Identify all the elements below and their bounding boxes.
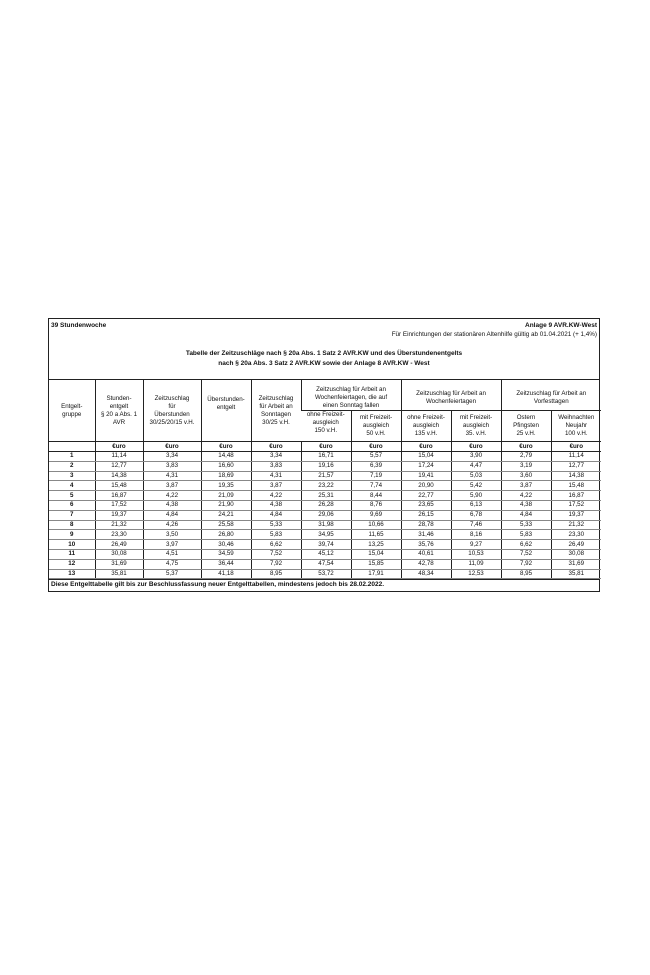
value-cell: 21,32 — [95, 520, 143, 530]
value-cell: 35,76 — [401, 540, 451, 550]
document-header — [49, 319, 599, 380]
value-cell: 6,13 — [451, 500, 501, 510]
working-week-label: 39 Stundenwoche — [51, 322, 107, 329]
value-cell: 36,44 — [201, 559, 251, 569]
value-cell: 4,51 — [143, 549, 201, 559]
value-cell: 26,28 — [301, 500, 351, 510]
table-row — [49, 569, 601, 579]
table-row — [49, 491, 601, 501]
value-cell: 3,83 — [143, 461, 201, 471]
value-cell: 3,34 — [143, 452, 201, 462]
table-row — [49, 510, 601, 520]
value-cell: 12,53 — [451, 569, 501, 579]
value-cell: 6,62 — [501, 540, 551, 550]
value-cell: 8,44 — [351, 491, 401, 501]
value-cell: 4,38 — [251, 500, 301, 510]
unit-cell-empty — [49, 442, 95, 452]
value-cell: 16,60 — [201, 461, 251, 471]
col-header-holiday-sunday-group: Zeitzuschlag für Arbeit an Wochenfeiertagen, die auf einen Sonntag fallen — [301, 380, 401, 411]
value-cell: 4,26 — [143, 520, 201, 530]
value-cell: 28,78 — [401, 520, 451, 530]
col-header-holiday-sunday-a: ohne Freizeit- ausgleich 150 v.H. — [306, 411, 345, 434]
value-cell: 39,74 — [301, 540, 351, 550]
value-cell: 5,57 — [351, 452, 401, 462]
pay-group-cell: 12 — [49, 559, 95, 569]
value-cell: 25,31 — [301, 491, 351, 501]
value-cell: 14,38 — [95, 471, 143, 481]
value-cell: 5,90 — [451, 491, 501, 501]
col-header-hourly: Stunden- entgelt § 20 a Abs. 1 AVR — [95, 380, 143, 442]
table-row — [49, 540, 601, 550]
unit-cell: €uro — [401, 442, 451, 452]
value-cell: 16,87 — [95, 491, 143, 501]
table-row — [49, 559, 601, 569]
value-cell: 17,52 — [95, 500, 143, 510]
value-cell: 5,42 — [451, 481, 501, 491]
col-header-eve-b: Weihnachten Neujahr 100 v.H. — [551, 411, 601, 442]
pay-group-cell: 7 — [49, 510, 95, 520]
unit-cell: €uro — [301, 442, 351, 452]
value-cell: 25,58 — [201, 520, 251, 530]
value-cell: 21,09 — [201, 491, 251, 501]
unit-row-body — [49, 442, 601, 452]
table-title — [49, 349, 599, 369]
value-cell: 3,87 — [501, 481, 551, 491]
value-cell: 30,08 — [551, 549, 601, 559]
value-cell: 4,22 — [143, 491, 201, 501]
value-cell: 35,81 — [95, 569, 143, 579]
value-cell: 3,97 — [143, 540, 201, 550]
value-cell: 5,83 — [251, 530, 301, 540]
table-row — [49, 481, 601, 491]
value-cell: 8,95 — [251, 569, 301, 579]
value-cell: 7,46 — [451, 520, 501, 530]
value-cell: 4,75 — [143, 559, 201, 569]
value-cell: 22,77 — [401, 491, 451, 501]
value-cell: 7,92 — [501, 559, 551, 569]
value-cell: 2,79 — [501, 452, 551, 462]
value-cell: 7,19 — [351, 471, 401, 481]
table-row — [49, 500, 601, 510]
value-cell: 40,61 — [401, 549, 451, 559]
col-header-weekday-holiday-group: Zeitzuschlag für Arbeit an Wochenfeiertagen — [401, 380, 501, 411]
value-cell: 20,90 — [401, 481, 451, 491]
value-cell: 7,74 — [351, 481, 401, 491]
value-cell: 26,49 — [95, 540, 143, 550]
table-title-line-2: nach § 20a Abs. 3 Satz 2 AVR.KW sowie der Anlage 8 AVR.KW - West — [218, 360, 430, 367]
value-cell: 19,37 — [95, 510, 143, 520]
value-cell: 11,14 — [551, 452, 601, 462]
value-cell: 11,09 — [451, 559, 501, 569]
value-cell: 7,92 — [251, 559, 301, 569]
table-row — [49, 471, 601, 481]
value-cell: 4,47 — [451, 461, 501, 471]
value-cell: 23,22 — [301, 481, 351, 491]
value-cell: 14,38 — [551, 471, 601, 481]
value-cell: 10,66 — [351, 520, 401, 530]
unit-cell: €uro — [451, 442, 501, 452]
value-cell: 26,80 — [201, 530, 251, 540]
value-cell: 4,38 — [143, 500, 201, 510]
unit-cell: €uro — [143, 442, 201, 452]
value-cell: 17,91 — [351, 569, 401, 579]
value-cell: 8,16 — [451, 530, 501, 540]
value-cell: 5,33 — [501, 520, 551, 530]
value-cell: 19,41 — [401, 471, 451, 481]
table-row — [49, 461, 601, 471]
value-cell: 34,95 — [301, 530, 351, 540]
value-cell: 21,90 — [201, 500, 251, 510]
pay-group-cell: 4 — [49, 481, 95, 491]
col-header-overtime-surcharge: Zeitzuschlag für Überstunden 30/25/20/15 v.H. — [143, 380, 201, 442]
value-cell: 31,69 — [95, 559, 143, 569]
pay-group-cell: 6 — [49, 500, 95, 510]
value-cell: 24,21 — [201, 510, 251, 520]
value-cell: 31,98 — [301, 520, 351, 530]
table-row — [49, 520, 601, 530]
pay-group-cell: 9 — [49, 530, 95, 540]
value-cell: 34,59 — [201, 549, 251, 559]
value-cell: 23,65 — [401, 500, 451, 510]
value-cell: 11,65 — [351, 530, 401, 540]
value-cell: 26,15 — [401, 510, 451, 520]
validity-footer: Diese Entgelttabelle gilt bis zur Beschlussfassung neuer Entgelttabellen, mindestens jedoch bis 28.02.2022. — [49, 579, 599, 591]
unit-cell: €uro — [251, 442, 301, 452]
col-header-weekday-holiday-a: ohne Freizeit- ausgleich 135 v.H. — [401, 411, 451, 442]
pay-group-cell: 2 — [49, 461, 95, 471]
value-cell: 16,87 — [551, 491, 601, 501]
value-cell: 11,14 — [95, 452, 143, 462]
pay-group-cell: 3 — [49, 471, 95, 481]
pay-group-cell: 13 — [49, 569, 95, 579]
value-cell: 23,30 — [551, 530, 601, 540]
value-cell: 10,53 — [451, 549, 501, 559]
value-cell: 19,35 — [201, 481, 251, 491]
value-cell: 9,27 — [451, 540, 501, 550]
unit-cell: €uro — [501, 442, 551, 452]
value-cell: 7,52 — [501, 549, 551, 559]
value-cell: 17,52 — [551, 500, 601, 510]
value-cell: 21,32 — [551, 520, 601, 530]
table-body — [49, 452, 601, 579]
value-cell: 6,78 — [451, 510, 501, 520]
value-cell: 3,34 — [251, 452, 301, 462]
value-cell: 45,12 — [301, 549, 351, 559]
value-cell: 8,95 — [501, 569, 551, 579]
value-cell: 9,69 — [351, 510, 401, 520]
value-cell: 5,33 — [251, 520, 301, 530]
value-cell: 12,77 — [551, 461, 601, 471]
value-cell: 31,69 — [551, 559, 601, 569]
value-cell: 13,25 — [351, 540, 401, 550]
value-cell: 4,22 — [251, 491, 301, 501]
allowance-table — [49, 380, 601, 579]
table-row — [49, 530, 601, 540]
value-cell: 3,87 — [143, 481, 201, 491]
table-row — [49, 549, 601, 559]
value-cell: 4,84 — [501, 510, 551, 520]
value-cell: 35,81 — [551, 569, 601, 579]
value-cell: 30,08 — [95, 549, 143, 559]
annex-label: Anlage 9 AVR.KW-West — [525, 322, 597, 329]
allowance-table-document — [48, 318, 600, 592]
value-cell: 15,85 — [351, 559, 401, 569]
pay-group-cell: 10 — [49, 540, 95, 550]
value-cell: 3,83 — [251, 461, 301, 471]
col-header-group: Entgelt- gruppe — [61, 402, 83, 418]
value-cell: 17,24 — [401, 461, 451, 471]
value-cell: 7,52 — [251, 549, 301, 559]
col-header-eve-a: Ostern Pfingsten 25 v.H. — [501, 411, 551, 442]
unit-cell: €uro — [551, 442, 601, 452]
value-cell: 3,19 — [501, 461, 551, 471]
value-cell: 53,72 — [301, 569, 351, 579]
value-cell: 15,04 — [351, 549, 401, 559]
value-cell: 47,54 — [301, 559, 351, 569]
value-cell: 48,34 — [401, 569, 451, 579]
value-cell: 4,84 — [143, 510, 201, 520]
pay-group-cell: 1 — [49, 452, 95, 462]
unit-cell: €uro — [351, 442, 401, 452]
value-cell: 30,46 — [201, 540, 251, 550]
col-header-overtime-pay: Überstunden- entgelt — [201, 380, 251, 442]
col-header-eve-group: Zeitzuschlag für Arbeit an Vorfesttagen — [501, 380, 601, 411]
value-cell: 15,48 — [95, 481, 143, 491]
unit-cell: €uro — [201, 442, 251, 452]
value-cell: 4,31 — [143, 471, 201, 481]
value-cell: 5,03 — [451, 471, 501, 481]
value-cell: 26,49 — [551, 540, 601, 550]
value-cell: 5,83 — [501, 530, 551, 540]
value-cell: 21,57 — [301, 471, 351, 481]
value-cell: 4,31 — [251, 471, 301, 481]
pay-group-cell: 8 — [49, 520, 95, 530]
value-cell: 12,77 — [95, 461, 143, 471]
validity-note: Für Einrichtungen der stationären Altenhilfe gültig ab 01.04.2021 (+ 1,4%) — [391, 331, 597, 338]
value-cell: 5,37 — [143, 569, 201, 579]
value-cell: 19,37 — [551, 510, 601, 520]
value-cell: 3,87 — [251, 481, 301, 491]
value-cell: 14,48 — [201, 452, 251, 462]
unit-row — [49, 442, 601, 452]
col-header-weekday-holiday-b: mit Freizeit- ausgleich 35. v.H. — [451, 411, 501, 442]
value-cell: 3,50 — [143, 530, 201, 540]
col-header-sunday: Zeitzuschlag für Arbeit an Sonntagen 30/25 v.H. — [251, 380, 301, 442]
value-cell: 42,78 — [401, 559, 451, 569]
pay-group-cell: 11 — [49, 549, 95, 559]
value-cell: 15,48 — [551, 481, 601, 491]
value-cell: 15,04 — [401, 452, 451, 462]
value-cell: 29,06 — [301, 510, 351, 520]
value-cell: 41,18 — [201, 569, 251, 579]
pay-group-cell: 5 — [49, 491, 95, 501]
column-header-row — [49, 380, 601, 411]
value-cell: 4,84 — [251, 510, 301, 520]
value-cell: 8,76 — [351, 500, 401, 510]
value-cell: 3,90 — [451, 452, 501, 462]
value-cell: 23,30 — [95, 530, 143, 540]
col-header-holiday-sunday-b: mit Freizeit- ausgleich 50 v.H. — [351, 411, 401, 442]
value-cell: 18,69 — [201, 471, 251, 481]
value-cell: 6,62 — [251, 540, 301, 550]
table-title-line-1: Tabelle der Zeitzuschläge nach § 20a Abs. 1 Satz 2 AVR.KW und des Überstundenentgelts — [185, 350, 463, 357]
table-row — [49, 452, 601, 462]
value-cell: 31,46 — [401, 530, 451, 540]
value-cell: 16,71 — [301, 452, 351, 462]
unit-cell: €uro — [95, 442, 143, 452]
value-cell: 6,39 — [351, 461, 401, 471]
value-cell: 3,60 — [501, 471, 551, 481]
value-cell: 4,38 — [501, 500, 551, 510]
value-cell: 4,22 — [501, 491, 551, 501]
value-cell: 19,16 — [301, 461, 351, 471]
